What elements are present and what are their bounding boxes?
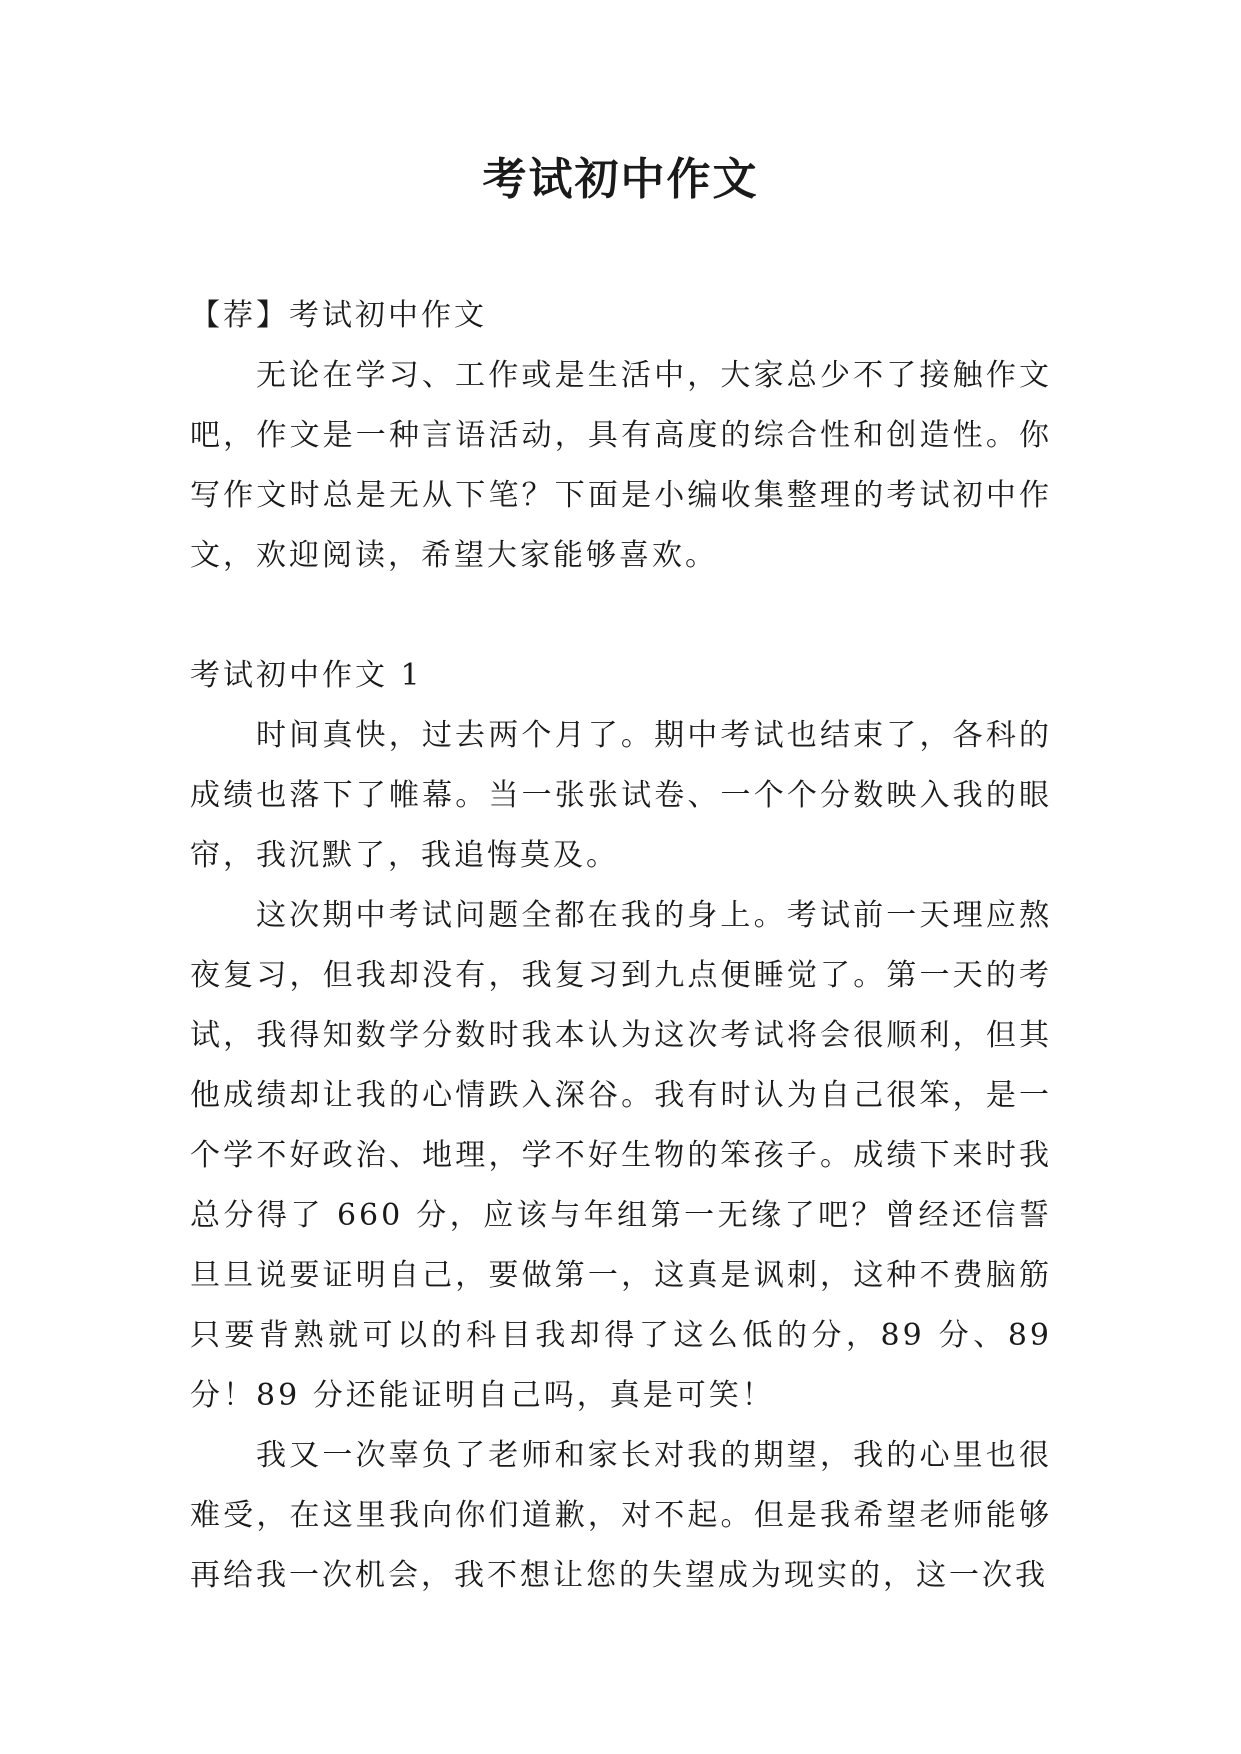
- document-subtitle: 【荐】考试初中作文: [190, 298, 487, 333]
- document-title: 考试初中作文: [482, 154, 759, 205]
- essay-paragraph: 时间真快，过去两个月了。期中考试也结束了，各科的成绩也落下了帷幕。当一张张试卷、一个个分数映入我的眼帘，我沉默了，我追悔莫及。: [190, 718, 1052, 873]
- section-gap: [190, 586, 1052, 646]
- essay-paragraph: 这次期中考试问题全都在我的身上。考试前一天理应熬夜复习，但我却没有，我复习到九点便睡觉了。第一天的考试，我得知数学分数时我本认为这次考试将会很顺利，但其他成绩却让我的心情跌入深谷。我有时认为自己很笨，是一个学不好政治、地理，学不好生物的笨孩子。成绩下来时我总分得了 660 分，应该与年组第一无缘了吧？曾经还信誓旦旦说要证明自己，要做第一，这真是讽刺，这种不费脑筋只要背熟就可以的科目我却得了这么低的分，89 分、89 分！89 分还能证明自己吗，真是可笑！: [190, 898, 1052, 1413]
- essay-paragraph: 我又一次辜负了老师和家长对我的期望，我的心里也很难受，在这里我向你们道歉，对不起。但是我希望老师能够再给我一次机会，我不想让您的失望成为现实的，这一次我: [190, 1438, 1052, 1593]
- intro-paragraph: 无论在学习、工作或是生活中，大家总少不了接触作文吧，作文是一种言语活动，具有高度的综合性和创造性。你写作文时总是无从下笔？下面是小编收集整理的考试初中作文，欢迎阅读，希望大家能够喜欢。: [190, 358, 1052, 573]
- document-body: [190, 286, 1052, 1606]
- section-heading: 考试初中作文 1: [190, 658, 423, 693]
